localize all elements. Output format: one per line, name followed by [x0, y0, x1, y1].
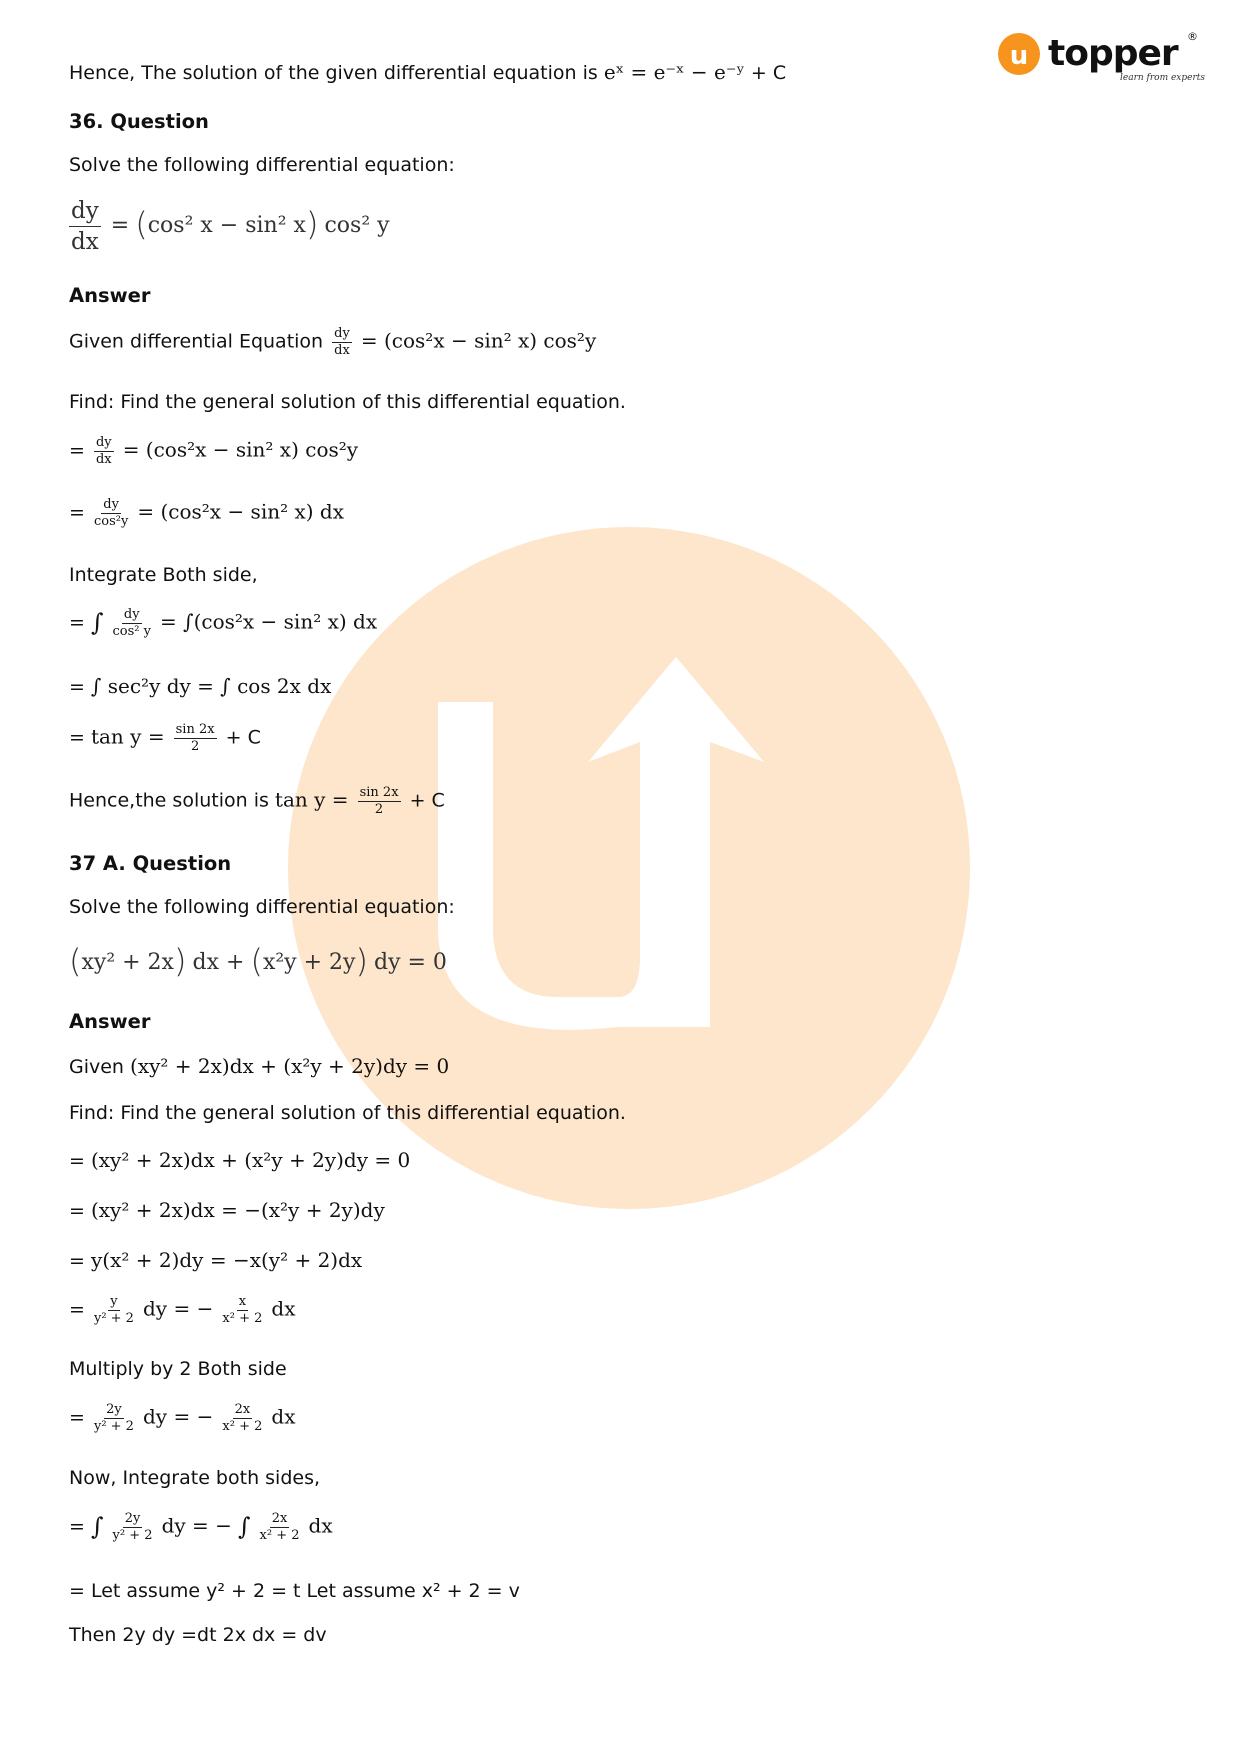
substitution-statement: = Let assume y² + 2 = t Let assume x² + 2 = v [69, 1580, 520, 1602]
find-statement-36: Find: Find the general solution of this differential equation. [69, 391, 626, 413]
equation-term: dx + [192, 950, 245, 975]
step-t3 [69, 1248, 362, 1272]
differential-statement: Then 2y dy =dt 2x dx = dv [69, 1624, 327, 1646]
equation-term: xy² + 2x [81, 950, 174, 975]
step-prefix: = [69, 1200, 85, 1222]
question-36-heading: 36. Question [69, 110, 209, 133]
equation-lhs: tan y = [274, 787, 349, 812]
step-prefix: = [69, 1150, 85, 1172]
step-prefix: = [69, 1298, 85, 1321]
given-label: Given [69, 1056, 124, 1078]
answer-heading: Answer [69, 284, 151, 307]
integral-sign: ∫ [90, 608, 104, 637]
fraction-denominator: y² + 2 [112, 1527, 153, 1543]
fraction-denominator: 2 [190, 738, 200, 754]
step-t4 [69, 1295, 296, 1325]
equation-rhs: y(x² + 2)dy = −x(y² + 2)dx [90, 1248, 363, 1272]
question-37a-equation: (xy² + 2x) dx + (x²y + 2y) dy = 0 [69, 942, 447, 980]
fraction-numerator: x [238, 1294, 247, 1309]
step-prefix: = [69, 439, 85, 462]
fraction-numerator: dy [123, 607, 140, 622]
equation-fraction [332, 327, 352, 357]
step-prefix: = [69, 1515, 85, 1538]
step-1 [69, 436, 358, 466]
fraction-denominator: y² + 2 [93, 1418, 134, 1434]
fraction-numerator: sin 2x [175, 722, 215, 737]
logo-badge-letter: u [1009, 41, 1029, 71]
fraction-denominator: y² + 2 [93, 1310, 134, 1326]
fraction-numerator: 2x [234, 1402, 251, 1417]
equation-rhs: ∫ sec²y dy = ∫ cos 2x dx [90, 674, 332, 698]
equation-rhs: = (cos²x − sin² x) cos²y [360, 328, 597, 353]
equation-rhs: (xy² + 2x)dx + (x²y + 2y)dy = 0 [130, 1054, 450, 1078]
hence-solution-36 [69, 786, 445, 816]
given-label: Given differential Equation [69, 330, 324, 353]
question-37a-prompt: Solve the following differential equation: [69, 896, 455, 918]
equation-fraction [113, 1512, 153, 1542]
integral-sign: ∫ [90, 1512, 104, 1541]
question-36-prompt: Solve the following differential equation: [69, 154, 455, 176]
equation-rhs: (xy² + 2x)dx + (x²y + 2y)dy = 0 [90, 1148, 411, 1172]
fraction-numerator: dy [103, 497, 119, 512]
equation-middle: dy = − [143, 1404, 214, 1429]
topper-logo[interactable] [996, 28, 1206, 88]
logo-tagline: learn from experts [1120, 73, 1206, 83]
equation-fraction [94, 1403, 134, 1433]
integrate-both-statement: Now, Integrate both sides, [69, 1467, 321, 1489]
step-t6 [69, 1512, 333, 1542]
equation-tail: dx [271, 1404, 296, 1429]
previous-solution-constant: + C [750, 62, 787, 84]
logo-registered-mark: ® [1187, 30, 1198, 43]
fraction-denominator: dx [334, 342, 350, 358]
fraction-denominator: x² + 2 [222, 1418, 263, 1434]
step-prefix: = [69, 501, 85, 524]
given-equation-37a [69, 1054, 449, 1078]
step-t1 [69, 1148, 410, 1172]
step-prefix: = [69, 676, 85, 698]
integral-sign: ∫ [237, 1512, 251, 1541]
equation-lhs: tan y = [90, 724, 165, 749]
equation-fraction [113, 608, 151, 638]
fraction-numerator: dy [334, 326, 350, 341]
equation-term: cos² x − sin² x [147, 213, 306, 238]
equation-fraction [69, 198, 101, 255]
step-prefix: = [69, 1250, 85, 1272]
multiply-statement: Multiply by 2 Both side [69, 1358, 287, 1380]
fraction-numerator: dy [95, 435, 112, 450]
step-t5 [69, 1403, 296, 1433]
step-4 [69, 674, 331, 698]
given-equation-36 [69, 327, 596, 357]
fraction-numerator: dy [69, 198, 101, 227]
equation-fraction [94, 1295, 134, 1325]
equation-fraction [260, 1512, 300, 1542]
fraction-denominator: dx [71, 229, 99, 255]
equation-middle: dy = − [143, 1296, 214, 1321]
fraction-denominator: x² + 2 [259, 1527, 300, 1543]
equation-rhs: = ∫(cos²x − sin² x) dx [160, 609, 378, 634]
equation-tail: dx [308, 1513, 333, 1538]
question-37a-heading: 37 A. Question [69, 852, 232, 875]
equation-middle: dy = − [161, 1513, 232, 1538]
equation-term: x²y + 2y [262, 950, 356, 975]
fraction-numerator: sin 2x [359, 785, 399, 800]
step-3 [69, 608, 377, 638]
question-36-equation: $\frac{dy}{dx}$ = (cos² x − sin² x) cos² y [71, 198, 390, 255]
equation-rhs: = (cos²x − sin² x) cos²y [122, 437, 359, 462]
fraction-numerator: 2y [106, 1402, 122, 1417]
step-prefix: = [69, 611, 85, 634]
step-5 [69, 723, 261, 753]
previous-solution-line [69, 60, 786, 84]
fraction-denominator: x² + 2 [222, 1310, 263, 1326]
previous-solution-text: Hence, The solution of the given differential equation is [69, 62, 598, 84]
fraction-denominator: cos²y [93, 513, 129, 529]
logo-wordmark: topper [1048, 33, 1178, 74]
find-statement-37a: Find: Find the general solution of this differential equation. [69, 1102, 626, 1124]
step-2 [69, 498, 344, 528]
fraction-numerator: 2y [124, 1511, 141, 1526]
hence-label: Hence,the solution is [69, 789, 269, 812]
equation-term: dy = 0 [374, 950, 447, 975]
fraction-numerator: y [110, 1294, 118, 1309]
integrate-statement: Integrate Both side, [69, 564, 258, 586]
equation-tail: dx [271, 1296, 296, 1321]
step-prefix: = [69, 726, 85, 749]
fraction-denominator: cos² y [112, 623, 151, 639]
equation-rhs: (xy² + 2x)dx = −(x²y + 2y)dy [90, 1198, 385, 1222]
constant-term: + C [409, 789, 445, 812]
step-t2 [69, 1198, 385, 1222]
step-prefix: = [69, 1406, 85, 1429]
constant-term: + C [225, 726, 261, 749]
fraction-denominator: 2 [374, 801, 384, 817]
equation-term: cos² y [324, 213, 390, 238]
equation-rhs: = (cos²x − sin² x) dx [137, 499, 344, 524]
previous-solution-math: eˣ = e⁻ˣ − e⁻ʸ [603, 60, 745, 84]
equation-fraction [94, 498, 128, 528]
equals-sign: = [110, 213, 130, 238]
equation-fraction [358, 786, 401, 816]
equation-fraction [174, 723, 217, 753]
equation-fraction [222, 1295, 262, 1325]
answer-heading: Answer [69, 1010, 151, 1033]
equation-fraction [94, 436, 114, 466]
equation-fraction [222, 1403, 262, 1433]
fraction-denominator: dx [95, 451, 112, 467]
fraction-numerator: 2x [271, 1511, 288, 1526]
